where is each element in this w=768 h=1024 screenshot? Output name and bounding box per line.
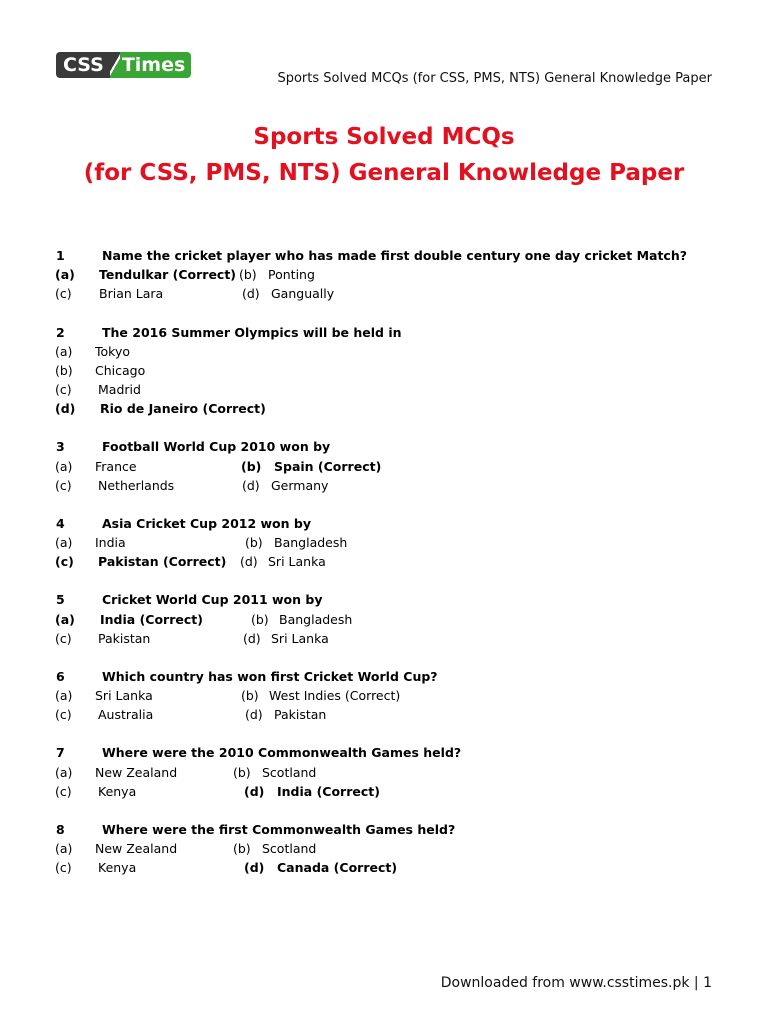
option-letter: (d) [240,554,258,569]
option-letter: (c) [55,860,72,875]
option-text: Spain (Correct) [274,459,382,474]
option-text: France [95,459,137,474]
option-letter: (b) [241,688,259,703]
page-footer: Downloaded from www.csstimes.pk | 1 [440,975,712,991]
option-letter: (c) [55,554,74,569]
question-text: Cricket World Cup 2011 won by [102,592,323,607]
option-text: India [95,535,126,550]
option-text: Canada (Correct) [277,860,398,875]
question-number: 5 [56,592,65,607]
option-letter: (d) [245,707,263,722]
option-letter: (b) [239,267,257,282]
option-text: Rio de Janeiro (Correct) [100,401,266,416]
option-text: Sri Lanka [268,554,326,569]
question-text: Asia Cricket Cup 2012 won by [102,516,311,531]
option-text: Kenya [98,784,137,799]
option-letter: (c) [55,707,72,722]
option-letter: (c) [55,784,72,799]
option-text: Pakistan (Correct) [98,554,227,569]
option-text: India (Correct) [100,612,203,627]
option-text: Scotland [262,841,317,856]
question-text: Where were the 2010 Commonwealth Games held? [102,745,462,760]
option-letter: (b) [241,459,262,474]
question-text: Where were the first Commonwealth Games held? [102,822,456,837]
logo-css-text: CSS [56,52,110,78]
page-title-line1: Sports Solved MCQs [253,124,515,150]
question-number: 7 [56,745,65,760]
option-letter: (b) [233,765,251,780]
option-text: Netherlands [98,478,175,493]
option-text: India (Correct) [277,784,380,799]
option-letter: (a) [55,267,75,282]
option-letter: (d) [55,401,76,416]
running-header: Sports Solved MCQs (for CSS, PMS, NTS) General Knowledge Paper [277,71,712,86]
option-text: Scotland [262,765,317,780]
question-number: 3 [56,439,65,454]
option-text: Pakistan [98,631,151,646]
option-letter: (c) [55,631,72,646]
option-letter: (d) [242,286,260,301]
option-text: Germany [271,478,329,493]
option-text: Brian Lara [99,286,164,301]
option-text: Bangladesh [274,535,348,550]
option-text: Bangladesh [279,612,353,627]
option-letter: (a) [55,841,73,856]
option-letter: (c) [55,382,72,397]
question-number: 8 [56,822,65,837]
logo-times-text: Times [120,52,191,78]
option-text: Tokyo [95,344,130,359]
option-text: Pakistan [274,707,327,722]
option-letter: (a) [55,344,73,359]
option-letter: (d) [244,860,265,875]
question-number: 6 [56,669,65,684]
option-text: Australia [98,707,154,722]
question-text: The 2016 Summer Olympics will be held in [102,325,402,340]
option-text: New Zealand [95,765,178,780]
option-letter: (a) [55,535,73,550]
option-text: West Indies (Correct) [269,688,401,703]
option-letter: (a) [55,688,73,703]
question-text: Name the cricket player who has made first double century one day cricket Match? [102,248,687,263]
option-text: Chicago [95,363,146,378]
option-letter: (a) [55,765,73,780]
option-letter: (b) [245,535,263,550]
question-text: Football World Cup 2010 won by [102,439,331,454]
option-letter: (b) [55,363,73,378]
option-letter: (a) [55,612,75,627]
question-number: 2 [56,325,65,340]
option-letter: (d) [244,784,265,799]
option-letter: (c) [55,286,72,301]
option-letter: (b) [251,612,269,627]
option-text: Gangually [271,286,335,301]
option-text: Kenya [98,860,137,875]
option-text: Sri Lanka [271,631,329,646]
option-text: New Zealand [95,841,178,856]
question-number: 1 [56,248,65,263]
option-letter: (a) [55,459,73,474]
option-text: Madrid [98,382,141,397]
option-letter: (c) [55,478,72,493]
option-letter: (d) [243,631,261,646]
page-title-line2: (for CSS, PMS, NTS) General Knowledge Paper [83,160,685,186]
option-text: Tendulkar (Correct) [99,267,237,282]
option-letter: (b) [233,841,251,856]
option-letter: (d) [242,478,260,493]
question-number: 4 [56,516,65,531]
option-text: Sri Lanka [95,688,153,703]
option-text: Ponting [268,267,315,282]
question-text: Which country has won first Cricket World Cup? [102,669,438,684]
